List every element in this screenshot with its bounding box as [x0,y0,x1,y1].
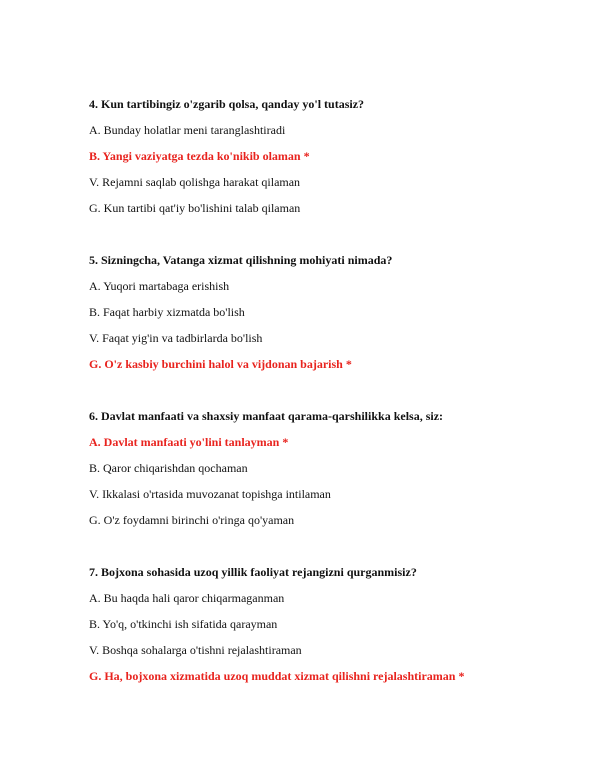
answer-option-a: A. Yuqori martabaga erishish [89,279,230,293]
question-text: 7. Bojxona sohasida uzoq yillik faoliyat rejangizni qurganmisiz? [89,565,417,579]
answer-option-b: B. Qaror chiqarishdan qochaman [89,461,248,475]
answer-option-a-correct: A. Davlat manfaati yo'lini tanlayman * [89,435,289,449]
answer-option-g: G. O'z foydamni birinchi o'ringa qo'yaman [89,513,295,527]
question-block-4 [89,97,569,215]
question-block-6 [89,409,569,527]
answer-option-g-correct: G. O'z kasbiy burchini halol va vijdonan bajarish * [89,357,352,371]
answer-option-g: G. Kun tartibi qat'iy bo'lishini talab qilaman [89,201,301,215]
answer-option-b-correct: B. Yangi vaziyatga tezda ko'nikib olaman * [89,149,310,163]
question-block-7 [89,565,569,683]
answer-option-g-correct: G. Ha, bojxona xizmatida uzoq muddat xizmat qilishni rejalashtiraman * [89,669,465,683]
answer-option-v: V. Boshqa sohalarga o'tishni rejalashtiraman [89,643,302,657]
answer-option-v: V. Ikkalasi o'rtasida muvozanat topishga intilaman [89,487,331,501]
question-text: 6. Davlat manfaati va shaxsiy manfaat qarama-qarshilikka kelsa, siz: [89,409,444,423]
answer-option-b: B. Yo'q, o'tkinchi ish sifatida qarayman [89,617,278,631]
question-text: 5. Sizningcha, Vatanga xizmat qilishning mohiyati nimada? [89,253,393,267]
question-block-5 [89,253,569,371]
answer-option-v: V. Faqat yig'in va tadbirlarda bo'lish [89,331,263,345]
answer-option-v: V. Rejamni saqlab qolishga harakat qilaman [89,175,301,189]
answer-option-a: A. Bu haqda hali qaror chiqarmaganman [89,591,285,605]
answer-option-a: A. Bunday holatlar meni taranglashtiradi [89,123,286,137]
answer-option-b: B. Faqat harbiy xizmatda bo'lish [89,305,245,319]
question-text: 4. Kun tartibingiz o'zgarib qolsa, qanday yo'l tutasiz? [89,97,365,111]
